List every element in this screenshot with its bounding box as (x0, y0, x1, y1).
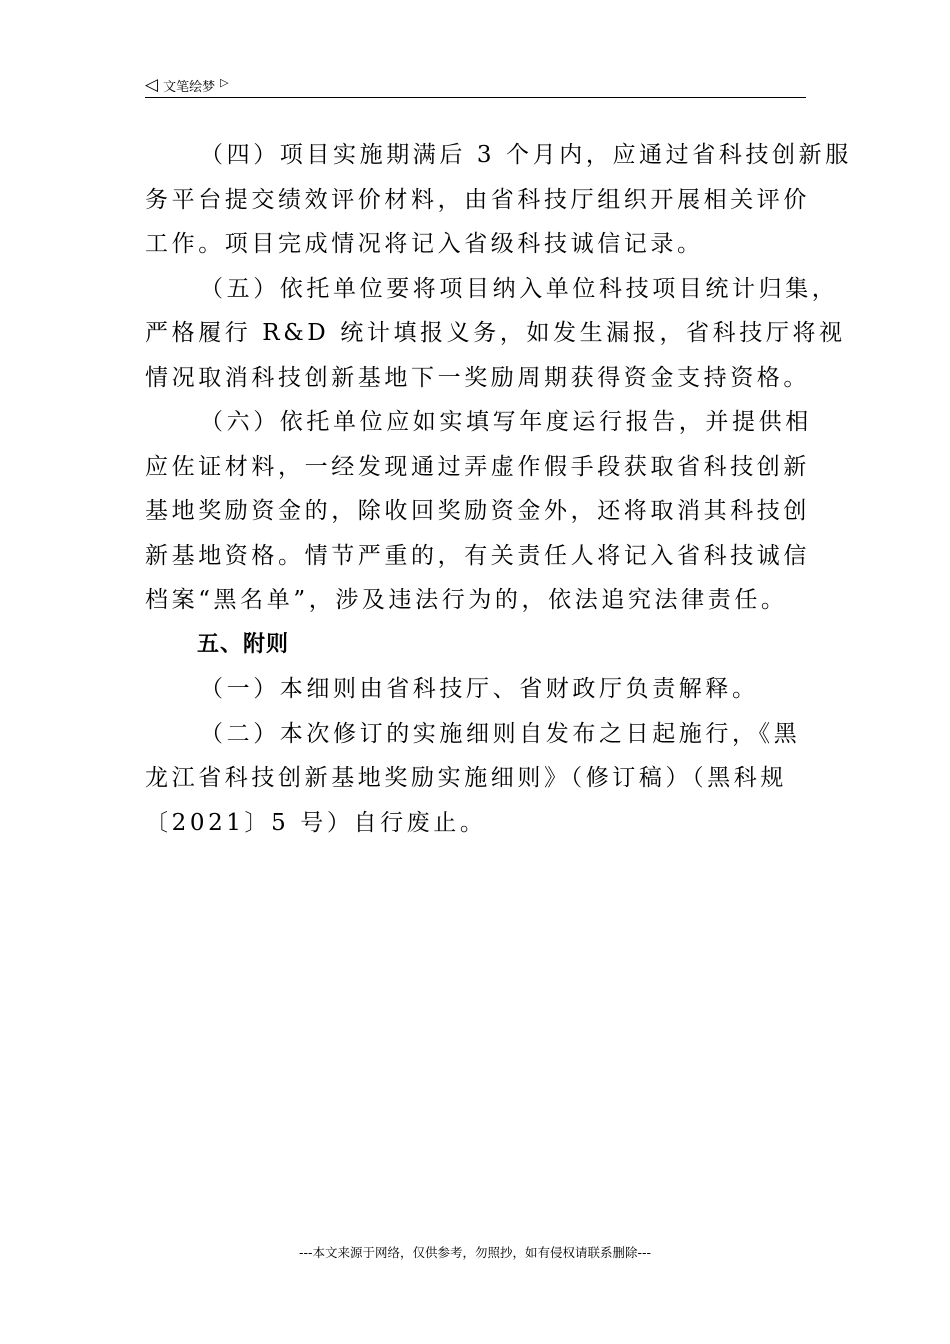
paragraph-item-4 (145, 133, 852, 267)
paragraph-appendix-1 (145, 667, 808, 712)
section-heading: 五、附则 (197, 631, 290, 657)
text-line: 严格履行 R&D 统计填报义务，如发生漏报，省科技厅将视 (145, 320, 846, 346)
text-line: 新基地资格。情节严重的，有关责任人将记入省科技诚信 (145, 542, 810, 569)
paragraph-appendix-2 (145, 712, 808, 846)
text-line: （一）本细则由省科技厅、省财政厅负责解释。 (200, 676, 759, 702)
paragraph-item-5 (145, 267, 846, 401)
triangle-left-icon: ◁ (145, 74, 159, 95)
triangle-right-icon: ▷ (220, 75, 229, 89)
text-line: （二）本次修订的实施细则自发布之日起施行，《黑 (200, 720, 801, 747)
text-line: 务平台提交绩效评价材料，由省科技厅组织开展相关评价 (145, 186, 810, 213)
text-line: （五）依托单位要将项目纳入单位科技项目统计归集， (200, 275, 839, 302)
text-line: （六）依托单位应如实填写年度运行报告，并提供相 (200, 409, 812, 435)
page-header (145, 73, 806, 97)
text-line: （四）项目实施期满后 3 个月内，应通过省科技创新服 (200, 142, 852, 168)
text-line: 情况取消科技创新基地下一奖励周期获得资金支持资格。 (145, 364, 810, 391)
document-body (145, 133, 852, 845)
header-title: 文笔绘梦 (163, 79, 216, 95)
text-line: 〔2021〕5 号）自行废止。 (145, 809, 487, 836)
text-line: 应佐证材料，一经发现通过弄虚作假手段获取省科技创新 (145, 453, 810, 480)
text-line: 工作。项目完成情况将记入省级科技诚信记录。 (145, 231, 704, 257)
text-line: 龙江省科技创新基地奖励实施细则》（修订稿）（黑科规 (145, 765, 787, 791)
paragraph-item-6 (145, 400, 812, 623)
page-footer-notice: ---本文来源于网络，仅供参考，勿照抄，如有侵权请联系删除--- (298, 1245, 652, 1260)
header-divider (145, 97, 806, 98)
text-line: 档案“黑名单”，涉及违法行为的，依法追究法律责任。 (145, 587, 788, 613)
text-line: 基地奖励资金的，除收回奖励资金外，还将取消其科技创 (145, 498, 810, 524)
